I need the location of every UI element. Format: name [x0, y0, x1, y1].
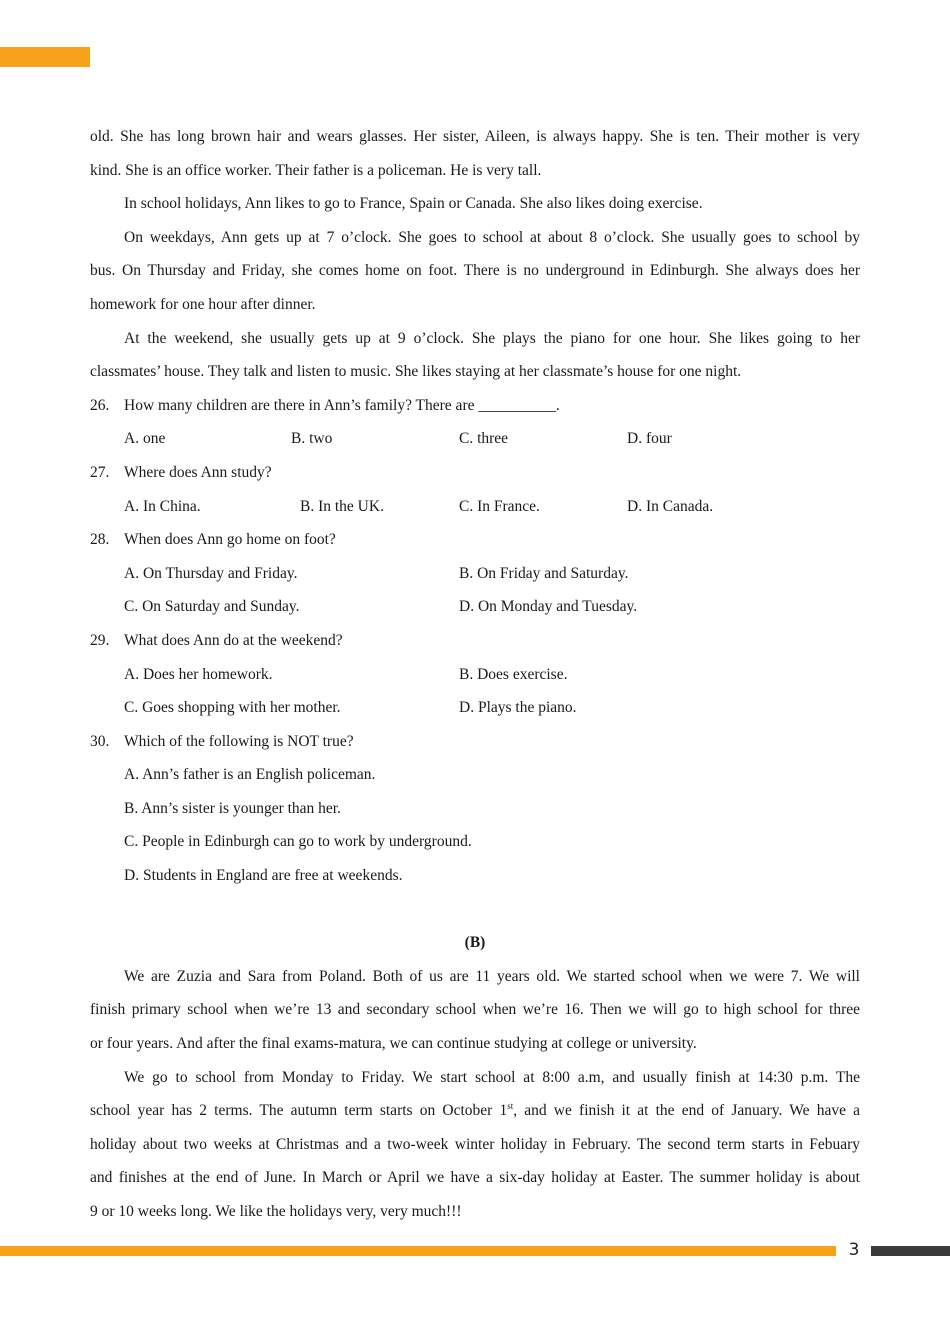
- option: B. two: [291, 430, 333, 448]
- question-text: Which of the following is NOT true?: [124, 732, 354, 750]
- options-row: [90, 422, 860, 456]
- passage-b-line: finish primary school when we’re 13 and secondary school when we’re 16. Then we will go to high school for three: [90, 1001, 860, 1019]
- question-number: 29.: [90, 631, 110, 649]
- passage-b-line: and finishes at the end of June. In March or April we have a six-day holiday at Easter. The summer holiday is about: [90, 1169, 860, 1187]
- option: B. In the UK.: [300, 497, 384, 515]
- question-30: [90, 725, 860, 759]
- option: C. On Saturday and Sunday.: [124, 598, 300, 616]
- passage-b-line: or four years. And after the final exams-matura, we can continue studying at college or university.: [90, 1035, 697, 1053]
- footer-accent-bar: [0, 1246, 836, 1256]
- question-27: [90, 456, 860, 490]
- option: C. In France.: [459, 497, 540, 515]
- spacer: [90, 893, 860, 927]
- text-segment: school year has 2 terms. The autumn term starts on October 1: [90, 1102, 508, 1120]
- passage-a-line: bus. On Thursday and Friday, she comes home on foot. There is no underground in Edinburgh. She always does her: [90, 262, 860, 280]
- passage-a-line: classmates’ house. They talk and listen to music. She likes staying at her classmate’s house for one night.: [90, 363, 742, 381]
- question-number: 26.: [90, 396, 110, 414]
- question-number: 30.: [90, 732, 110, 750]
- option: A. one: [124, 430, 166, 448]
- passage-a-line: homework for one hour after dinner.: [90, 295, 316, 313]
- options-row: [90, 490, 860, 524]
- question-number: 28.: [90, 531, 110, 549]
- passage-b-line: We go to school from Monday to Friday. We start school at 8:00 a.m, and usually finish at 14:30 p.m. The: [124, 1068, 860, 1086]
- passage-b-line: We are Zuzia and Sara from Poland. Both of us are 11 years old. We started school when we were 7. We will: [124, 967, 860, 985]
- question-text: Where does Ann study?: [124, 463, 272, 481]
- option: B. Ann’s sister is younger than her.: [124, 799, 341, 817]
- question-26: [90, 389, 860, 423]
- option: C. People in Edinburgh can go to work by underground.: [124, 833, 472, 851]
- passage-a-line: old. She has long brown hair and wears glasses. Her sister, Aileen, is always happy. She is ten. Their mother is very: [90, 128, 860, 145]
- question-text: How many children are there in Ann’s family? There are __________.: [124, 396, 560, 414]
- passage-a-line: In school holidays, Ann likes to go to France, Spain or Canada. She also likes doing exercise.: [124, 195, 703, 213]
- footer-dark-bar: [871, 1246, 950, 1256]
- header-accent-bar: [0, 47, 90, 67]
- passage-b-line: [90, 1094, 860, 1128]
- text-segment: , and we finish it at the end of January. We have a: [513, 1102, 861, 1120]
- question-28: [90, 523, 860, 557]
- ordinal-suffix: st: [507, 1101, 514, 1112]
- option: B. On Friday and Saturday.: [459, 564, 629, 582]
- option: A. On Thursday and Friday.: [124, 564, 298, 582]
- option: A. Ann’s father is an English policeman.: [124, 766, 376, 784]
- options-row: [90, 691, 860, 725]
- option: C. Goes shopping with her mother.: [124, 699, 341, 717]
- option: D. Plays the piano.: [459, 699, 577, 717]
- options-row: [90, 658, 860, 692]
- question-text: When does Ann go home on foot?: [124, 531, 336, 549]
- section-heading: (B): [464, 934, 486, 952]
- question-text: What does Ann do at the weekend?: [124, 631, 343, 649]
- options-row: [90, 590, 860, 624]
- question-29: [90, 624, 860, 658]
- passage-b-line: holiday about two weeks at Christmas and a two-week winter holiday in February. The second term starts in Febuary: [90, 1135, 860, 1153]
- passage-b-line: 9 or 10 weeks long. We like the holidays very, very much!!!: [90, 1203, 462, 1220]
- passage-a-line: At the weekend, she usually gets up at 9 o’clock. She plays the piano for one hour. She likes going to her: [124, 329, 860, 347]
- option: D. In Canada.: [627, 497, 714, 515]
- options-row: [90, 557, 860, 591]
- passage-a-line: On weekdays, Ann gets up at 7 o’clock. She goes to school at about 8 o’clock. She usually goes to school by: [124, 228, 860, 246]
- page-number: 3: [848, 1240, 860, 1260]
- option: B. Does exercise.: [459, 665, 568, 683]
- option: D. Students in England are free at weekends.: [124, 867, 403, 885]
- option: D. four: [627, 430, 672, 448]
- option: C. three: [459, 430, 509, 448]
- option: A. Does her homework.: [124, 665, 273, 683]
- page-content: [90, 120, 860, 1229]
- question-number: 27.: [90, 463, 110, 481]
- option: A. In China.: [124, 497, 201, 515]
- option: D. On Monday and Tuesday.: [459, 598, 638, 616]
- passage-a-line: kind. She is an office worker. Their father is a policeman. He is very tall.: [90, 161, 542, 179]
